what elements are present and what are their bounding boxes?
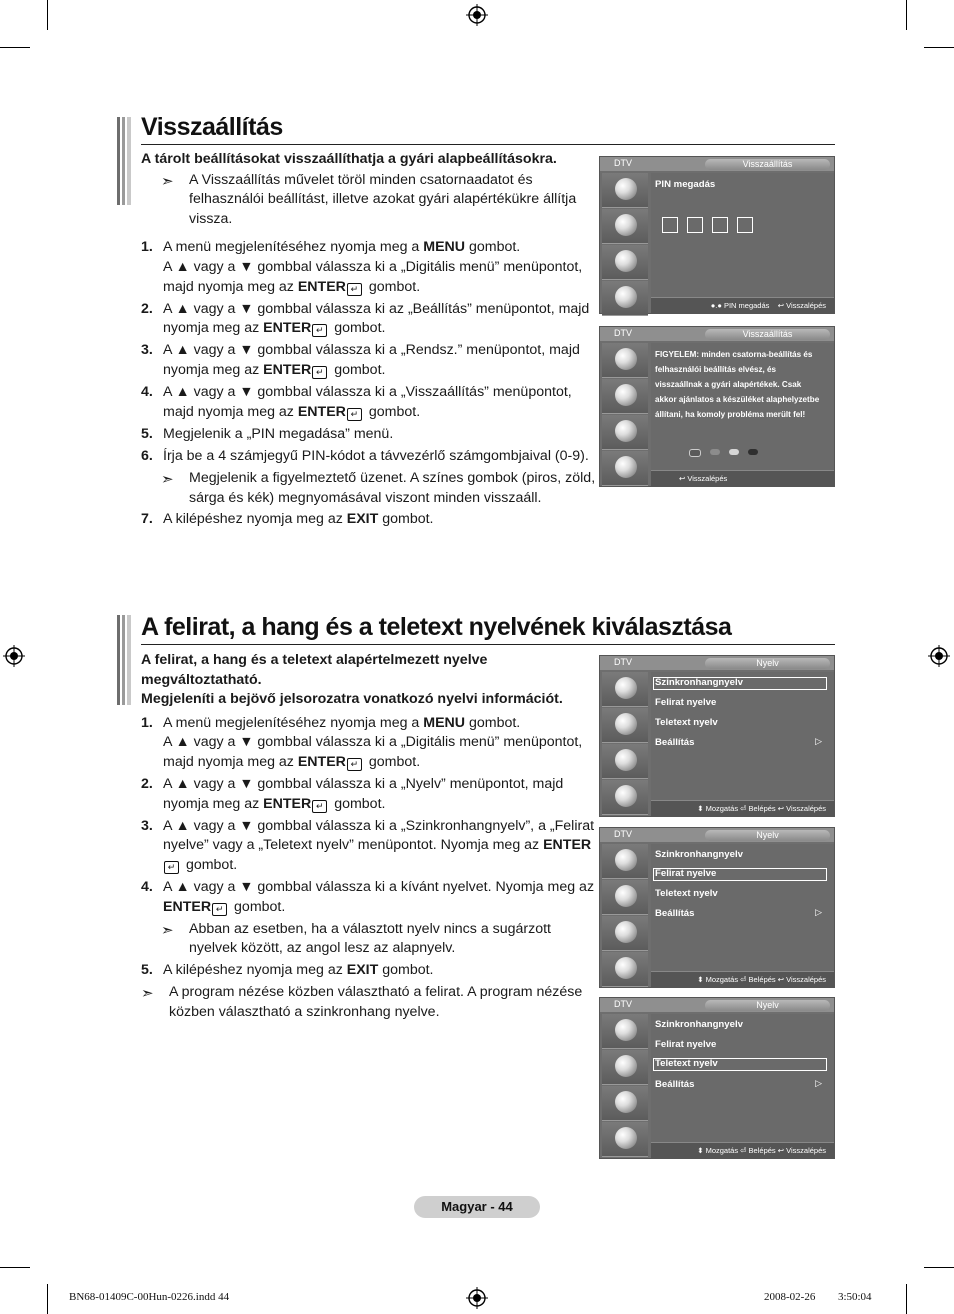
file-slug: BN68-01409C-00Hun-0226.indd 44 — [69, 1291, 230, 1303]
tv-sidebar — [600, 173, 650, 313]
menu-item-teletext-language[interactable]: Teletext nyelv — [655, 717, 718, 728]
print-timestamp: 2008-02-26 􀀀􀀀 3:50:04 — [764, 1291, 872, 1303]
input-icon — [602, 451, 648, 486]
submenu-arrow-icon: ▷ — [815, 907, 822, 917]
note: ➣ Abban az esetben, ha a választott nyelv nincs a sugárzott nyelvek között, az angol lesz az alapnyelv. — [161, 920, 552, 957]
submenu-arrow-icon: ▷ — [815, 1078, 822, 1088]
step: 4. A ▲ vagy a ▼ gombbal válassza ki a kívánt nyelvet. Nyomja meg az ENTER ↵ gombot. — [141, 879, 595, 915]
crop-mark — [0, 1267, 30, 1268]
menu-item-audio-language[interactable]: Szinkronhangnyelv — [655, 849, 743, 860]
intro-text: A tárolt beállításokat visszaállíthatja a gyári alapbeállításokra. — [141, 151, 557, 167]
crop-mark — [924, 1267, 954, 1268]
tv-footer: ●.● PIN megadás ↩ Visszalépés — [651, 297, 834, 313]
section-bar — [117, 117, 131, 205]
section-rule — [141, 644, 835, 645]
step: 1. A menü megjelenítéséhez nyomja meg a MENU gombot. A ▲ vagy a ▼ gombbal válassza ki a „Digitális menü” menüpontot, majd nyomja meg az ENTER ↵ gombot. — [141, 714, 583, 770]
note: ➣ Megjelenik a figyelmeztető üzenet. A színes gombok (piros, zöld, sárga és kék) megnyomásával viszont minden visszaáll. — [161, 469, 596, 506]
crop-mark — [924, 47, 954, 48]
menu-item-teletext-language[interactable]: Teletext nyelv — [655, 1058, 718, 1069]
crop-mark — [47, 0, 48, 30]
note-arrow-icon: ➣ — [141, 985, 154, 1002]
tv-menu — [651, 672, 834, 800]
menu-item-settings[interactable]: Beállítás — [655, 737, 695, 748]
pin-digit-box[interactable] — [712, 217, 728, 233]
note: ➣ A Visszaállítás művelet töröl minden csatornaadatot és felhasználói beállítást, illetve azokat gyári alapértékükre állítja vissza. — [161, 171, 577, 227]
tv-footer: ↩ Visszalépés — [651, 470, 834, 486]
tv-title: Visszaállítás — [705, 159, 830, 170]
step: 5. Megjelenik a „PIN megadása” menü. — [141, 425, 394, 442]
registration-mark-icon — [466, 1287, 488, 1309]
note: ➣ A program nézése közben választható a felirat. A program nézése közben választható a szinkronhang nyelve. — [141, 984, 583, 1020]
tv-title: Nyelv — [705, 830, 830, 841]
step: 7. A kilépéshez nyomja meg az EXIT gombot. — [141, 511, 434, 528]
crop-mark — [906, 1284, 907, 1314]
antenna-icon — [602, 173, 648, 208]
channel-icon — [602, 880, 648, 915]
tv-footer: ⬍ Mozgatás ⏎ Belépés ↩ Visszalépés — [651, 971, 834, 987]
tv-sidebar — [600, 844, 650, 987]
setup-gear-icon — [602, 1086, 648, 1121]
step: 5. A kilépéshez nyomja meg az EXIT gombot. — [141, 961, 434, 978]
tv-menu — [651, 844, 834, 971]
note-arrow-icon: ➣ — [161, 921, 174, 939]
menu-item-subtitle-language[interactable]: Felirat nyelve — [655, 868, 717, 879]
tv-content — [651, 343, 834, 470]
pin-digit-box[interactable] — [737, 217, 753, 233]
language-instructions — [141, 651, 596, 1024]
tv-header: DTV Visszaállítás — [600, 157, 834, 171]
step: 1. A menü megjelenítéséhez nyomja meg a MENU gombot. A ▲ vagy a ▼ gombbal válassza ki a „Digitális menü” menüpontot, majd nyomja meg az ENTER ↵ gombot. — [141, 239, 583, 295]
channel-icon — [602, 708, 648, 743]
step: 2. A ▲ vagy a ▼ gombbal válassza ki a „Nyelv” menüpontot, majd nyomja meg az ENTER ↵ gombot. — [141, 776, 564, 812]
note-arrow-icon: ➣ — [161, 470, 174, 488]
menu-item-audio-language[interactable]: Szinkronhangnyelv — [655, 1019, 743, 1030]
antenna-icon — [602, 343, 648, 378]
channel-icon — [602, 209, 648, 244]
tv-sidebar — [600, 1014, 650, 1158]
color-button-blue[interactable] — [748, 449, 758, 455]
enter-icon: ↵ — [312, 366, 327, 379]
tv-header: DTV Visszaállítás — [600, 327, 834, 341]
color-button-red[interactable] — [689, 449, 701, 457]
intro-text: A felirat, a hang és a teletext alapértelmezett nyelve megváltoztatható. — [141, 652, 488, 688]
step: 3. A ▲ vagy a ▼ gombbal válassza ki a „Rendsz.” menüpontot, majd nyomja meg az ENTER ↵ gombot. — [141, 342, 580, 378]
menu-item-teletext-language[interactable]: Teletext nyelv — [655, 888, 718, 899]
menu-item-subtitle-language[interactable]: Felirat nyelve — [655, 1039, 717, 1050]
menu-item-subtitle-language[interactable]: Felirat nyelve — [655, 697, 717, 708]
tv-screen-warning — [599, 326, 835, 487]
crop-mark — [0, 47, 30, 48]
setup-gear-icon — [602, 744, 648, 779]
antenna-icon — [602, 844, 648, 879]
tv-title: Visszaállítás — [705, 329, 830, 340]
tv-screen-pin — [599, 156, 835, 314]
tv-screen-language-2 — [599, 827, 835, 988]
antenna-icon — [602, 672, 648, 707]
channel-icon — [602, 1050, 648, 1085]
tv-menu — [651, 1014, 834, 1142]
enter-icon: ↵ — [312, 324, 327, 337]
input-icon — [602, 952, 648, 987]
setup-gear-icon — [602, 415, 648, 450]
registration-mark-icon — [3, 645, 25, 667]
enter-icon: ↵ — [347, 758, 362, 771]
tv-title: Nyelv — [705, 658, 830, 669]
enter-icon: ↵ — [312, 800, 327, 813]
input-icon — [602, 281, 648, 316]
step: 3. A ▲ vagy a ▼ gombbal válassza ki a „Szinkronhangnyelv”, a „Felirat nyelve” vagy a „Teletext nyelv” menüpontot. Nyomja meg az ENTER↵ gombot. — [141, 817, 595, 873]
color-button-green[interactable] — [710, 449, 720, 455]
input-icon — [602, 780, 648, 815]
tv-sidebar — [600, 343, 650, 486]
antenna-icon — [602, 1014, 648, 1049]
section-title-reset: Visszaállítás — [141, 113, 283, 141]
color-button-yellow[interactable] — [729, 449, 739, 455]
step: 6. Írja be a 4 számjegyű PIN-kódot a távvezérlő számgombjaival (0-9). — [141, 447, 589, 464]
tv-screen-language-3 — [599, 997, 835, 1159]
enter-icon: ↵ — [212, 903, 227, 916]
intro-text: Megjeleníti a bejövő jelsorozatra vonatkozó nyelvi információt. — [141, 691, 563, 708]
menu-item-settings[interactable]: Beállítás — [655, 908, 695, 919]
section-rule — [141, 144, 835, 145]
pin-digit-box[interactable] — [687, 217, 703, 233]
step: 2. A ▲ vagy a ▼ gombbal válassza ki az „Beállítás” menüpontot, majd nyomja meg az ENTER ↵ gombot. — [141, 300, 590, 337]
tv-screen-language-1 — [599, 655, 835, 817]
reset-instructions — [141, 150, 596, 532]
tv-title: Nyelv — [705, 1000, 830, 1011]
enter-icon: ↵ — [347, 408, 362, 421]
submenu-arrow-icon: ▷ — [815, 736, 822, 746]
setup-gear-icon — [602, 916, 648, 951]
tv-footer: ⬍ Mozgatás ⏎ Belépés ↩ Visszalépés — [651, 800, 834, 816]
page-number-badge: Magyar - 44 — [414, 1196, 540, 1218]
section-title-language: A felirat, a hang és a teletext nyelvének kiválasztása — [141, 613, 732, 641]
registration-mark-icon — [466, 4, 488, 26]
tv-sidebar — [600, 672, 650, 816]
enter-icon: ↵ — [164, 861, 179, 874]
crop-mark — [47, 1284, 48, 1314]
tv-content — [651, 173, 834, 297]
menu-item-audio-language[interactable]: Szinkronhangnyelv — [655, 677, 743, 688]
tv-footer: ⬍ Mozgatás ⏎ Belépés ↩ Visszalépés — [651, 1142, 834, 1158]
enter-icon: ↵ — [347, 283, 362, 296]
crop-mark — [906, 0, 907, 30]
pin-digit-box[interactable] — [662, 217, 678, 233]
pin-label: PIN megadás — [655, 179, 716, 190]
note-arrow-icon: ➣ — [161, 172, 174, 190]
channel-icon — [602, 379, 648, 414]
menu-item-settings[interactable]: Beállítás — [655, 1079, 695, 1090]
tv-header: DTV Nyelv — [600, 828, 834, 842]
input-icon — [602, 1122, 648, 1157]
setup-gear-icon — [602, 245, 648, 280]
tv-header: DTV Nyelv — [600, 656, 834, 670]
tv-header: DTV Nyelv — [600, 998, 834, 1012]
warning-message: FIGYELEM: minden csatorna-beállítás és felhasználói beállítás elvész, és visszaállnak a gyári alapértékek. Csak akkor ajánlatos a készüléket alaphelyzetbe állítani, ha komoly probléma merült fel! — [655, 350, 820, 419]
step: 4. A ▲ vagy a ▼ gombbal válassza ki a „Visszaállítás” menüpontot, majd nyomja meg az ENTER ↵ gombot. — [141, 384, 572, 420]
registration-mark-icon — [928, 645, 950, 667]
section-bar — [117, 615, 131, 705]
